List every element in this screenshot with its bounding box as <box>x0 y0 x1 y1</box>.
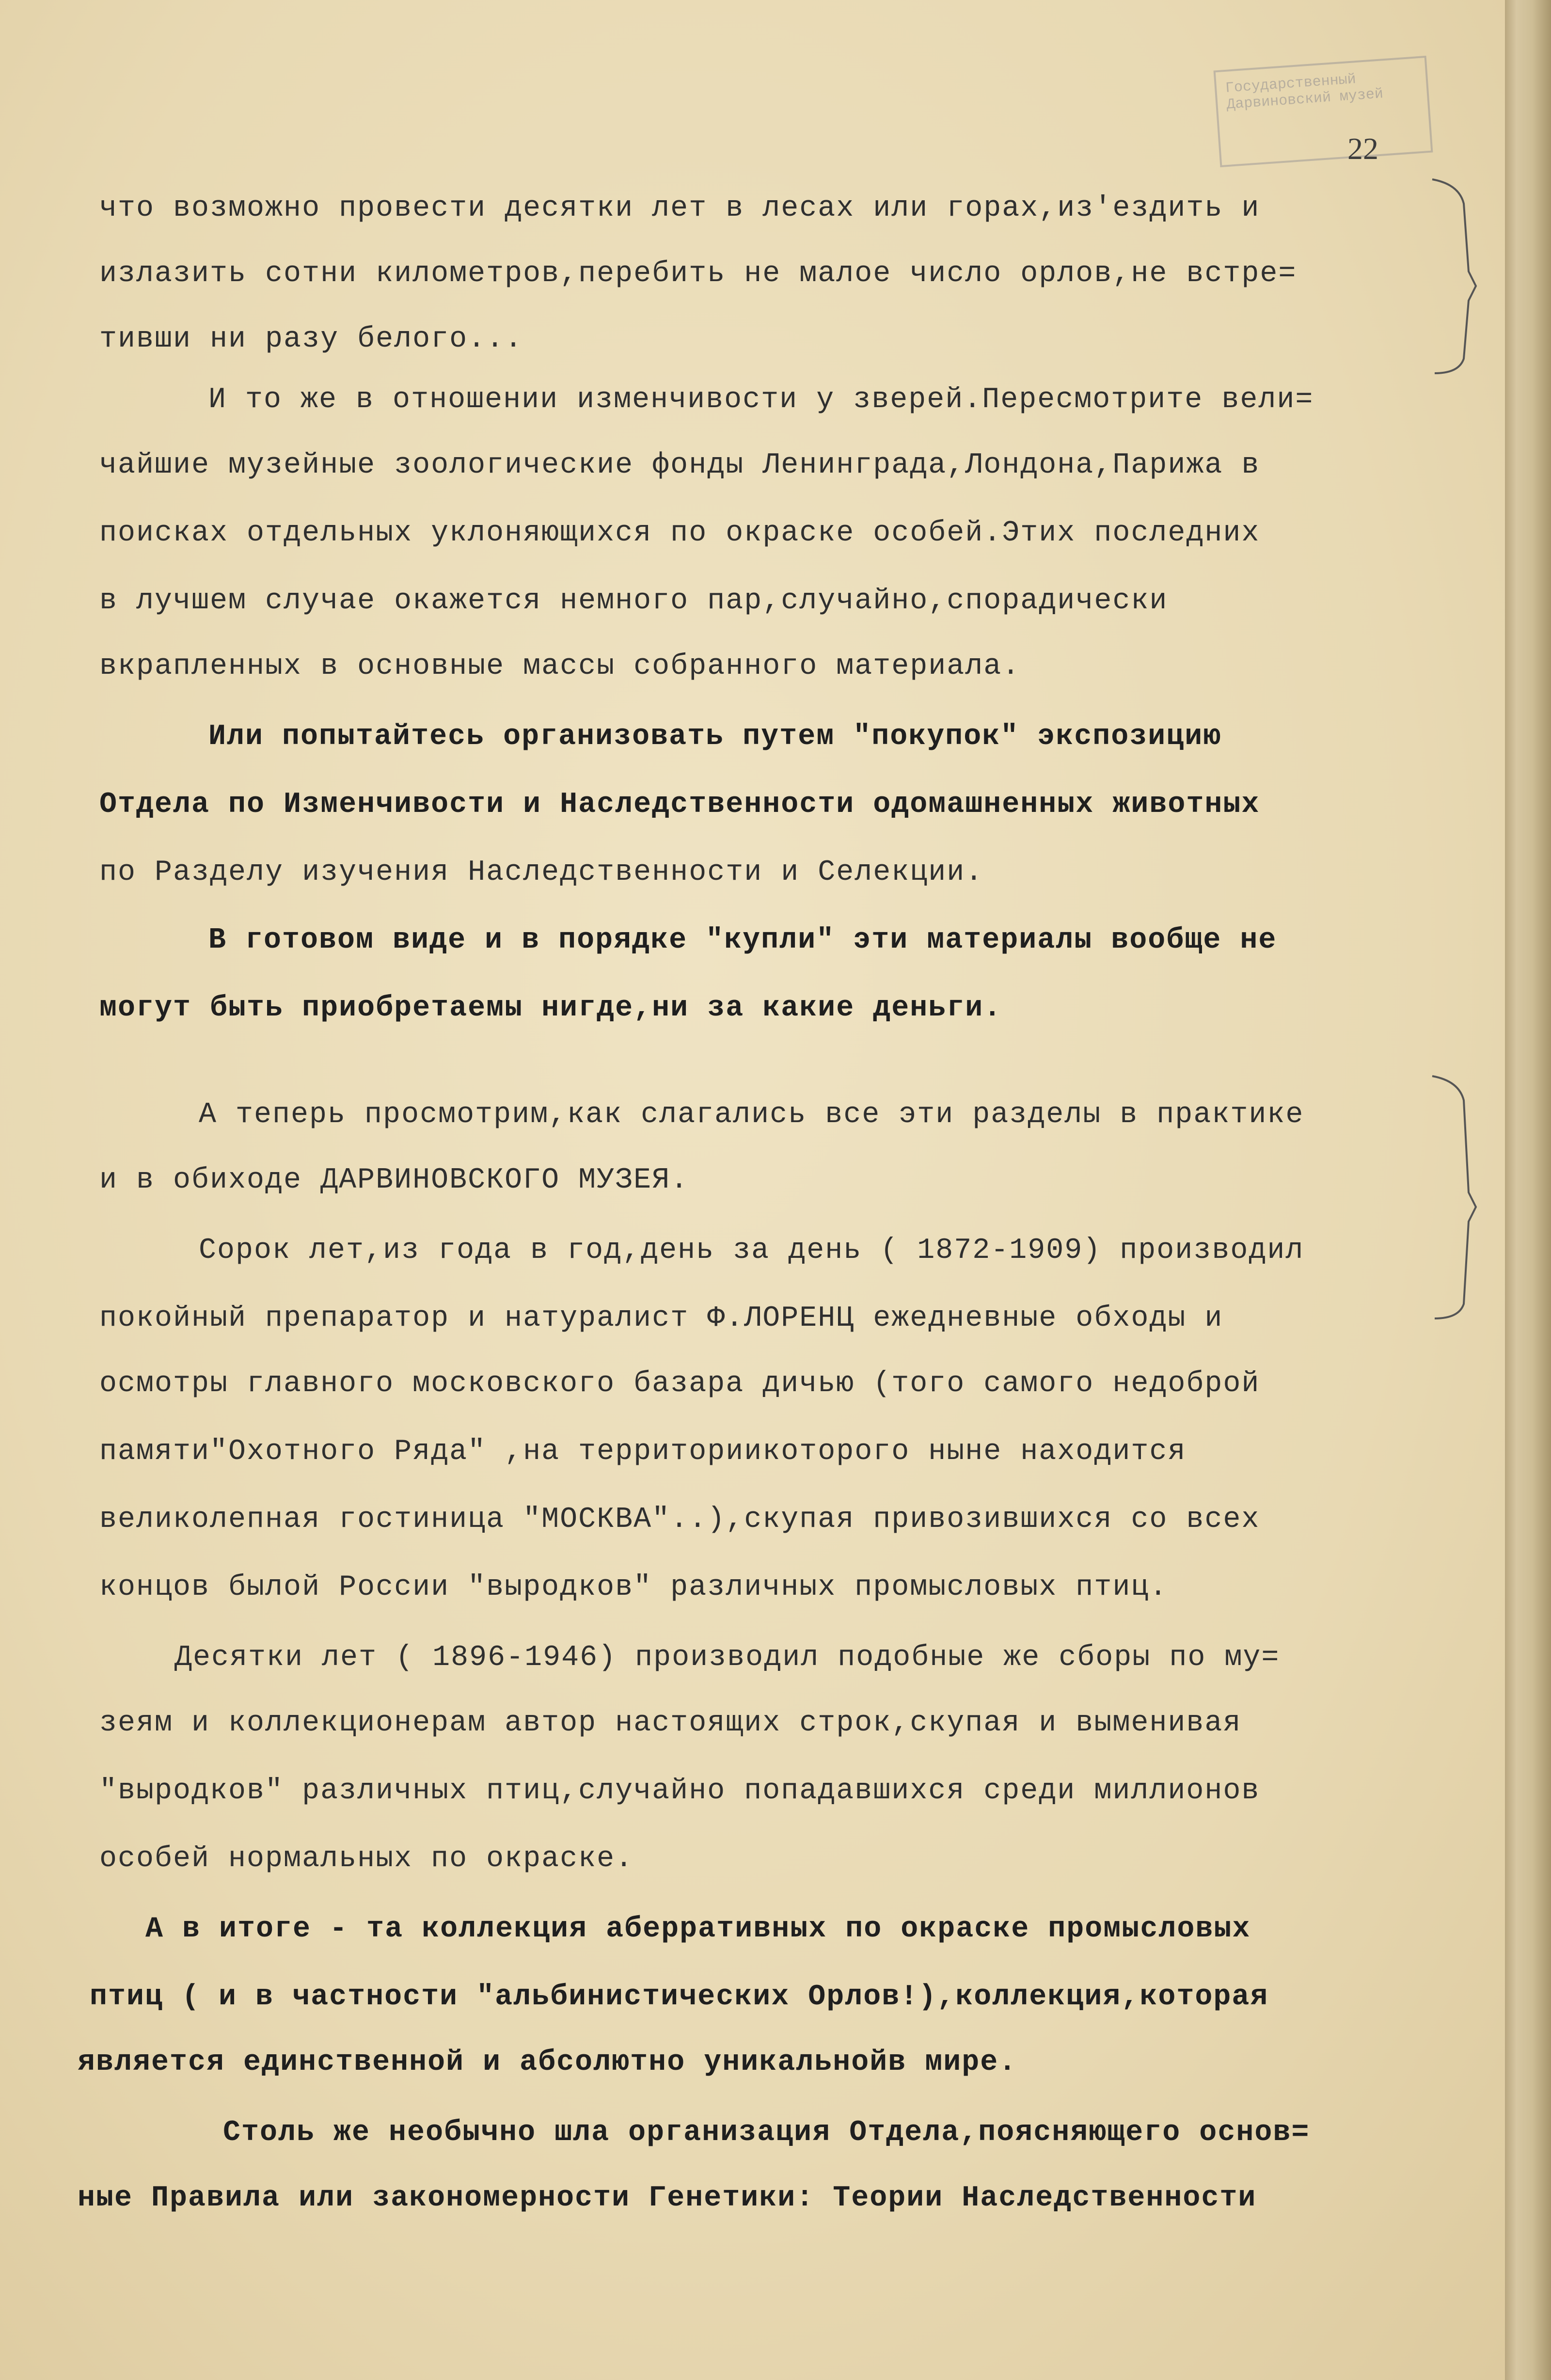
text-line: зеям и коллекционерам автор настоящих строк,скупая и выменивая <box>99 1707 1242 1740</box>
text-line: Десятки лет ( 1896-1946) производил подобные же сборы по му= <box>174 1641 1280 1674</box>
text-line: могут быть приобретаемы нигде,ни за какие деньги. <box>99 992 1002 1025</box>
text-line: чайшие музейные зоологические фонды Ленинграда,Лондона,Парижа в <box>99 449 1260 482</box>
text-line: птиц ( и в частности "альбинистических Орлов!),коллекция,которая <box>90 1981 1269 2014</box>
text-line: ные Правила или закономерности Генетики: Теории Наследственности <box>78 2182 1257 2215</box>
page-number: 22 <box>1347 131 1378 166</box>
text-line: "выродков" различных птиц,случайно попадавшихся среди миллионов <box>99 1775 1260 1808</box>
text-line: А теперь просмотрим,как слагались все эти разделы в практике <box>199 1098 1304 1131</box>
text-line: поисках отдельных уклоняющихся по окраске особей.Этих последних <box>99 517 1260 550</box>
text-line: в лучшем случае окажется немного пар,случайно,спорадически <box>99 585 1168 618</box>
text-line: особей нормальных по окраске. <box>99 1842 634 1875</box>
text-line: по Разделу изучения Наследственности и Селекции. <box>99 856 984 889</box>
archive-stamp-text: Государственный Дарвиновский музей <box>1225 71 1384 113</box>
text-line: вкрапленных в основные массы собранного материала. <box>99 650 1021 683</box>
text-line: и в обиходе ДАРВИНОВСКОГО МУЗЕЯ. <box>99 1164 689 1197</box>
text-line: излазить сотни километров,перебить не малое число орлов,не встре= <box>99 257 1297 290</box>
text-line: что возможно провести десятки лет в лесах или горах,из'ездить и <box>99 192 1260 225</box>
text-line: Сорок лет,из года в год,день за день ( 1872-1909) производил <box>199 1234 1304 1267</box>
text-line: покойный препаратор и натуралист Ф.ЛОРЕНЦ ежедневные обходы и <box>99 1302 1223 1335</box>
text-line: Отдела по Изменчивости и Наследственности одомашненных животных <box>99 788 1260 821</box>
margin-bracket-top <box>1430 175 1488 378</box>
text-line: тивши ни разу белого... <box>99 323 523 356</box>
text-line: памяти"Охотного Ряда" ,на территориикоторого ныне находится <box>99 1435 1187 1468</box>
text-line: А в итоге - та коллекция аберративных по окраске промысловых <box>145 1913 1251 1946</box>
margin-bracket-middle <box>1430 1071 1488 1323</box>
text-line: В готовом виде и в порядке "купли" эти материалы вообще не <box>208 924 1277 957</box>
text-line: великолепная гостиница "МОСКВА"..),скупая привозившихся со всех <box>99 1503 1260 1536</box>
text-line: концов былой России "выродков" различных промысловых птиц. <box>99 1571 1168 1604</box>
text-line: осмотры главного московского базара дичью (того самого недоброй <box>99 1367 1260 1400</box>
text-line: И то же в отношении изменчивости у зверей.Пересмотрите вели= <box>208 383 1314 416</box>
text-line: Столь же необычно шла организация Отдела,поясняющего основ= <box>223 2116 1310 2149</box>
text-line: является единственной и абсолютно уникальнойв мире. <box>78 2046 1017 2079</box>
text-line: Или попытайтесь организовать путем "покупок" экспозицию <box>208 720 1222 753</box>
